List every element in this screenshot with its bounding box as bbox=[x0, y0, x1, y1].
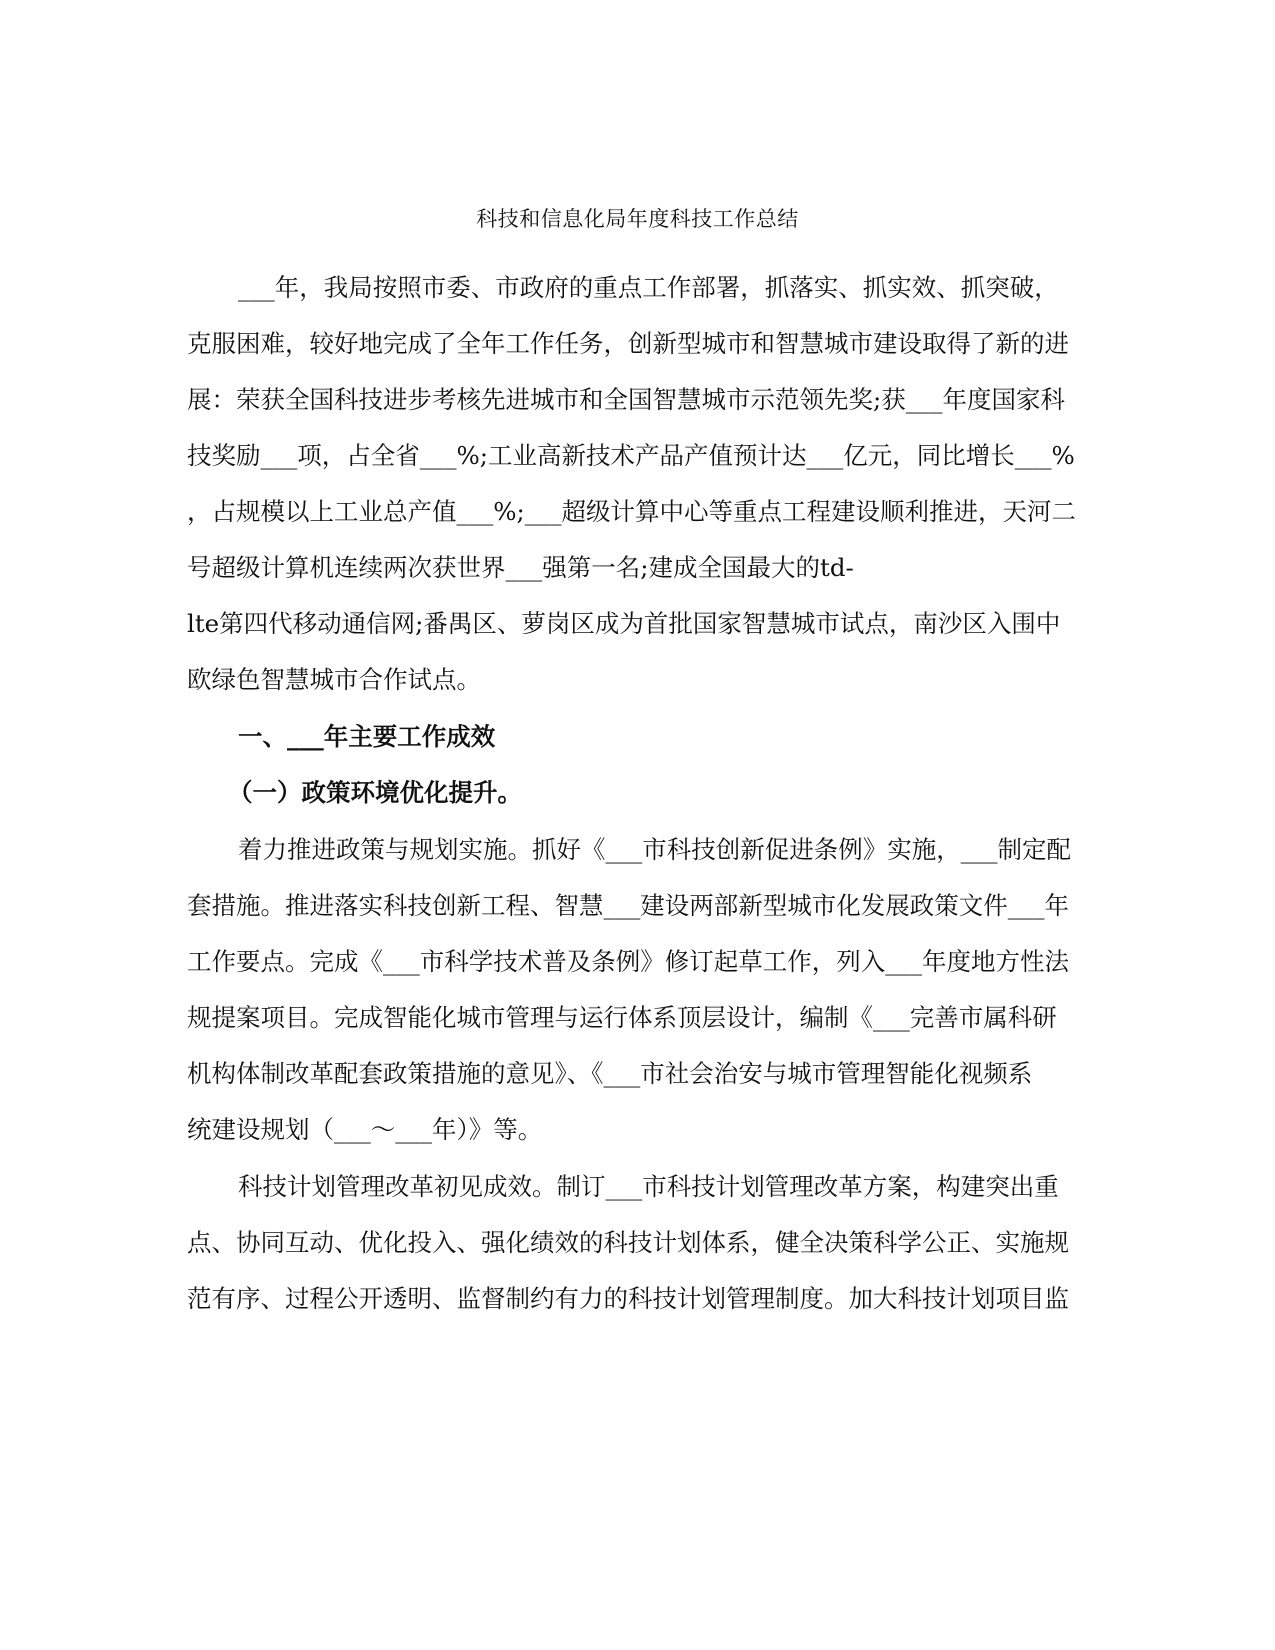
para1-line-6: 统建设规划（___～___年）》等。 bbox=[187, 1115, 543, 1144]
subsection-heading: （一）政策环境优化提升。 bbox=[228, 778, 522, 807]
para2-line-1: 科技计划管理改革初见成效。制订___市科技计划管理改革方案，构建突出重 bbox=[238, 1172, 1059, 1201]
para1-line-5: 机构体制改革配套政策措施的意见》、《___市社会治安与城市管理智能化视频系 bbox=[187, 1059, 1033, 1088]
intro-line-3: 展：荣获全国科技进步考核先进城市和全国智慧城市示范领先奖;获___年度国家科 bbox=[187, 385, 1066, 414]
intro-line-4: 技奖励___项，占全省___%;工业高新技术产品产值预计达___亿元，同比增长___% bbox=[187, 441, 1075, 470]
para2-line-2: 点、协同互动、优化投入、强化绩效的科技计划体系，健全决策科学公正、实施规 bbox=[187, 1228, 1069, 1257]
document-title: 科技和信息化局年度科技工作总结 bbox=[476, 207, 799, 231]
intro-line-2: 克服困难，较好地完成了全年工作任务，创新型城市和智慧城市建设取得了新的进 bbox=[187, 329, 1069, 358]
intro-line-5: ，占规模以上工业总产值___%;___超级计算中心等重点工程建设顺利推进，天河二 bbox=[187, 497, 1077, 526]
para1-line-2: 套措施。推进落实科技创新工程、智慧___建设两部新型城市化发展政策文件___年 bbox=[187, 891, 1069, 920]
intro-line-6: 号超级计算机连续两次获世界___强第一名;建成全国最大的td- bbox=[187, 553, 854, 582]
para2-line-3: 范有序、过程公开透明、监督制约有力的科技计划管理制度。加大科技计划项目监 bbox=[187, 1284, 1069, 1313]
para1-line-3: 工作要点。完成《___市科学技术普及条例》修订起草工作，列入___年度地方性法 bbox=[187, 947, 1069, 976]
para1-line-1: 着力推进政策与规划实施。抓好《___市科技创新促进条例》实施，___制定配 bbox=[238, 835, 1071, 864]
intro-line-1: ___年，我局按照市委、市政府的重点工作部署，抓落实、抓实效、抓突破， bbox=[238, 273, 1059, 302]
para1-line-4: 规提案项目。完成智能化城市管理与运行体系顶层设计，编制《___完善市属科研 bbox=[187, 1003, 1057, 1032]
section-heading: 一、___年主要工作成效 bbox=[238, 722, 496, 751]
intro-line-7: lte第四代移动通信网;番禺区、萝岗区成为首批国家智慧城市试点，南沙区入围中 bbox=[187, 609, 1061, 638]
intro-line-8: 欧绿色智慧城市合作试点。 bbox=[187, 665, 481, 694]
